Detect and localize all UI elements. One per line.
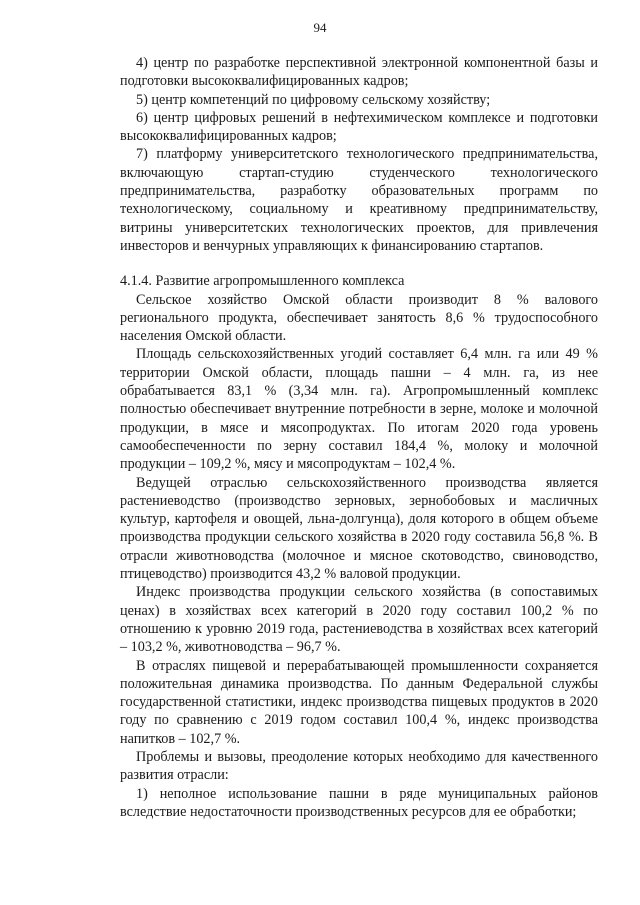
body-paragraph: Площадь сельскохозяйственных угодий составляет 6,4 млн. га или 49 % территории Омской области, площадь пашни – 4 млн. га, из нее обрабатывается 83,1 % (3,34 млн. га). Агропромышленный комплекс полностью обеспечивает внутренние потребности в зерне, молоке и молочной продукции, в мясе и мясопродуктах. По итогам 2020 года уровень самообеспеченности по зерну составил 184,4 %, молоку и молочной продукции – 109,2 %, мясу и мясопродуктам – 102,4 %.	[120, 346, 598, 473]
list-item: 5) центр компетенций по цифровому сельскому хозяйству;	[136, 91, 491, 108]
body-paragraph: Проблемы и вызовы, преодоление которых необходимо для качественного развития отрасли:	[120, 748, 598, 784]
page-number: 94	[313, 20, 327, 35]
list-item: 7) платформу университетского технологического предпринимательства, включающую стартап-студию студенческого технологического предпринимательства, разработку образовательных программ по технологическому, социальному и креативному предпринимательству, витрины университетских технологических проектов, для привлечения инвесторов и венчурных управляющих к финансированию стартапов.	[120, 146, 598, 254]
body-paragraph: Индекс производства продукции сельского хозяйства (в сопоставимых ценах) в хозяйствах всех категорий в 2020 году составил 100,2 % по отношению к уровню 2019 года, растениеводства в хозяйствах всех категорий – 103,2 %, животноводства – 96,7 %.	[120, 584, 598, 656]
section-heading: 4.1.4. Развитие агропромышленного комплекса	[120, 273, 405, 290]
body-paragraph: Сельское хозяйство Омской области производит 8 % валового регионального продукта, обеспечивает занятость 8,6 % трудоспособного населения Омской области.	[120, 291, 598, 345]
body-paragraph: В отраслях пищевой и перерабатывающей промышленности сохраняется положительная динамика производства. По данным Федеральной службы государственной статистики, индекс производства пищевых продуктов в 2020 году по сравнению с 2019 годом составил 100,4 %, индекс производства напитков – 102,7 %.	[120, 657, 598, 747]
page-content	[120, 54, 598, 821]
list-item: 6) центр цифровых решений в нефтехимическом комплексе и подготовки высококвалифицированных кадров;	[120, 109, 598, 145]
body-paragraph: Ведущей отраслью сельскохозяйственного производства является растениеводство (производство зерновых, зернобобовых и масличных культур, картофеля и овощей, льна-долгунца), доля которого в общем объеме производства продукции сельского хозяйства в 2020 году составила 56,8 %. В отрасли животноводства (молочное и мясное скотоводство, свиноводство, птицеводство) производится 43,2 % валовой продукции.	[120, 474, 598, 583]
list-item: 4) центр по разработке перспективной электронной компонентной базы и подготовки высококвалифицированных кадров;	[120, 55, 598, 90]
list-item: 1) неполное использование пашни в ряде муниципальных районов вследствие недостаточности производственных ресурсов для ее обработки;	[120, 785, 598, 820]
